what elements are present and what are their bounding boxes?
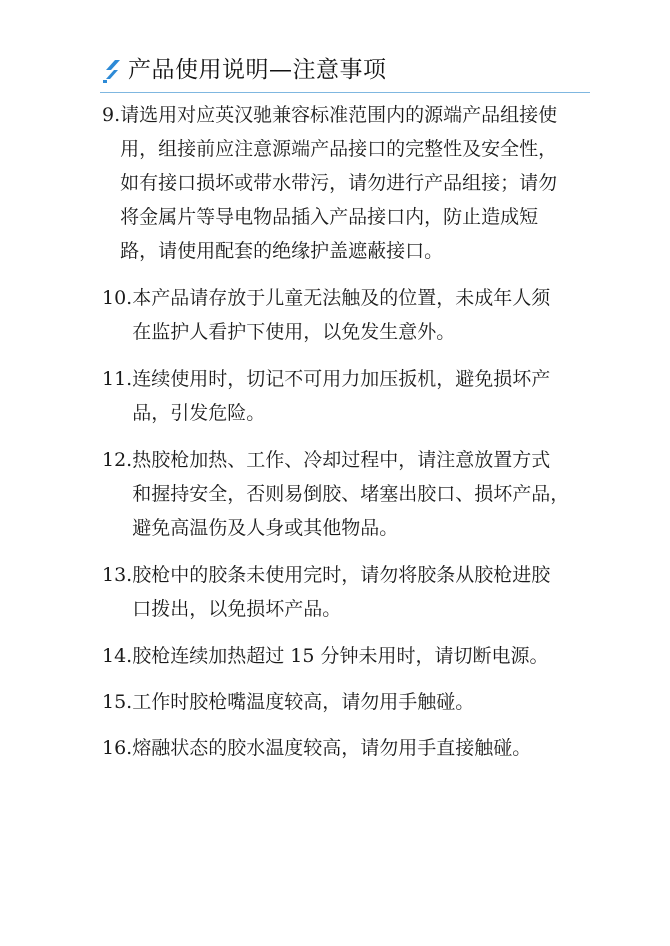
- item-line: 熔融状态的胶水温度较高，请勿用手直接触碰。: [132, 737, 532, 759]
- list-item: [102, 362, 594, 430]
- notice-list: [102, 98, 594, 777]
- item-text: [132, 362, 594, 430]
- item-text: [132, 443, 594, 545]
- item-number: 14.: [102, 645, 133, 667]
- item-number: 11.: [102, 368, 133, 390]
- item-line: 将金属片等导电物品插入产品接口内，防止造成短: [120, 206, 539, 228]
- item-number: 10.: [102, 287, 133, 309]
- item-text: [132, 731, 594, 765]
- item-line: 避免高温伤及人身或其他物品。: [132, 517, 399, 539]
- item-line: 品，引发危险。: [132, 402, 266, 424]
- list-item: [102, 558, 594, 626]
- item-number: 12.: [102, 449, 133, 471]
- item-number: 13.: [102, 564, 133, 586]
- page-title: 产品使用说明—注意事项: [128, 57, 387, 83]
- item-line: 在监护人看护下使用，以免发生意外。: [132, 321, 456, 343]
- item-line: 连续使用时，切记不可用力加压扳机，避免损坏产: [132, 368, 551, 390]
- item-text: [132, 685, 594, 719]
- list-item: [102, 281, 594, 349]
- item-line: 本产品请存放于儿童无法触及的位置，未成年人须: [132, 287, 551, 309]
- item-text: [132, 281, 594, 349]
- item-line: 和握持安全，否则易倒胶、堵塞出胶口、损坏产品，: [132, 483, 570, 505]
- item-line: 胶枪中的胶条未使用完时，请勿将胶条从胶枪进胶: [132, 564, 551, 586]
- section-header: [100, 52, 590, 93]
- item-number: 16.: [102, 737, 133, 759]
- item-number: 9.: [102, 104, 121, 126]
- list-item: [102, 731, 594, 765]
- list-item: [102, 639, 594, 673]
- item-line: 工作时胶枪嘴温度较高，请勿用手触碰。: [132, 691, 475, 713]
- list-item: [102, 443, 594, 545]
- item-line: 胶枪连续加热超过 15 分钟未用时，请切断电源。: [132, 645, 549, 667]
- item-line: 路，请使用配套的绝缘护盖遮蔽接口。: [120, 240, 444, 262]
- pen-stroke-icon: [102, 58, 122, 84]
- item-text: [132, 639, 594, 673]
- item-number: 15.: [102, 691, 133, 713]
- item-line: 用，组接前应注意源端产品接口的完整性及安全性，: [120, 138, 558, 160]
- item-line: 热胶枪加热、工作、冷却过程中，请注意放置方式: [132, 449, 551, 471]
- list-item: [102, 685, 594, 719]
- item-line: 请选用对应英汉驰兼容标准范围内的源端产品组接使: [120, 104, 558, 126]
- item-line: 口拨出，以免损坏产品。: [132, 598, 342, 620]
- list-item: [102, 98, 594, 268]
- item-line: 如有接口损坏或带水带污，请勿进行产品组接；请勿: [120, 172, 558, 194]
- item-text: [132, 558, 594, 626]
- item-text: [120, 98, 594, 268]
